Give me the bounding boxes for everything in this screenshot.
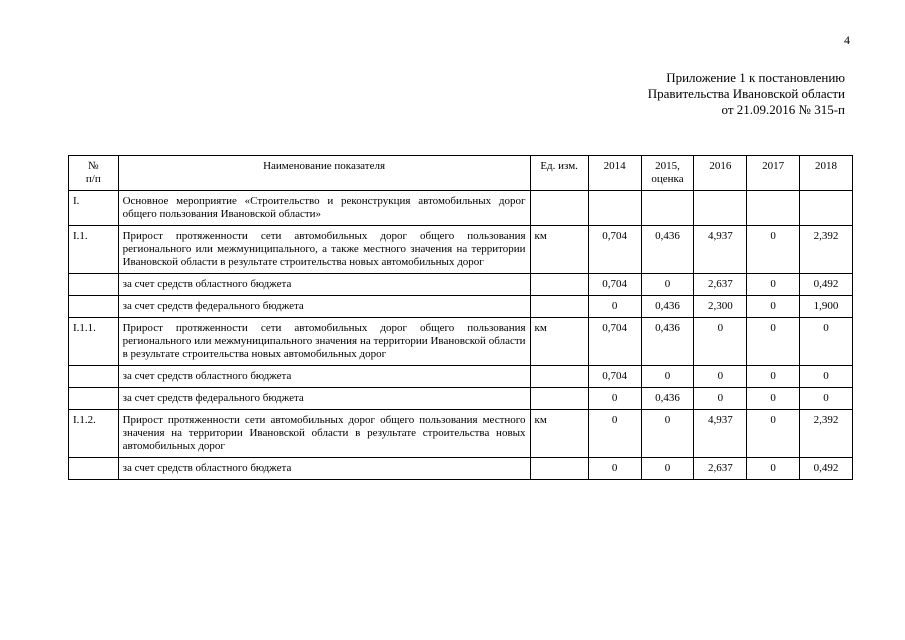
row-number — [69, 296, 119, 318]
row-value-2017 — [747, 191, 800, 226]
row-value-2016: 4,937 — [694, 410, 747, 458]
row-value-2014: 0,704 — [588, 226, 641, 274]
row-value-2015: 0,436 — [641, 318, 694, 366]
row-value-2015: 0 — [641, 458, 694, 480]
row-number: I.1.1. — [69, 318, 119, 366]
header-year-2014: 2014 — [588, 156, 641, 191]
row-value-2015: 0 — [641, 410, 694, 458]
table-header-row — [69, 156, 853, 191]
row-value-2016: 2,637 — [694, 274, 747, 296]
page-number: 4 — [844, 33, 850, 47]
row-value-2015: 0,436 — [641, 388, 694, 410]
row-number — [69, 366, 119, 388]
row-value-2014: 0,704 — [588, 318, 641, 366]
row-value-2014: 0 — [588, 410, 641, 458]
header-number-line-1: № — [88, 160, 99, 172]
row-value-2016: 2,637 — [694, 458, 747, 480]
header-number-line-2: п/п — [85, 173, 101, 185]
row-unit — [530, 366, 588, 388]
appendix-line-1: Приложение 1 к постановлению — [666, 70, 845, 85]
row-number: I. — [69, 191, 119, 226]
header-unit: Ед. изм. — [530, 156, 588, 191]
row-unit: км — [530, 226, 588, 274]
row-value-2017: 0 — [747, 458, 800, 480]
row-value-2014: 0 — [588, 296, 641, 318]
row-value-2014: 0 — [588, 458, 641, 480]
row-value-2018: 2,392 — [800, 226, 853, 274]
table-row — [69, 274, 853, 296]
row-value-2017: 0 — [747, 296, 800, 318]
row-indicator-name: за счет средств федерального бюджета — [118, 388, 530, 410]
row-value-2017: 0 — [747, 410, 800, 458]
row-value-2018: 0 — [800, 388, 853, 410]
table-row — [69, 191, 853, 226]
row-value-2014: 0,704 — [588, 366, 641, 388]
row-indicator-name: Прирост протяженности сети автомобильных дорог общего пользования регионального или межмуниципального, а также местного значения на территории Ивановской области в результате строительства новых автомобильных дорог — [118, 226, 530, 274]
row-unit: км — [530, 410, 588, 458]
header-year-2018: 2018 — [800, 156, 853, 191]
row-unit — [530, 296, 588, 318]
row-value-2018: 1,900 — [800, 296, 853, 318]
row-value-2018: 0 — [800, 366, 853, 388]
header-year-2017: 2017 — [747, 156, 800, 191]
table-row — [69, 458, 853, 480]
header-year-2015-line-2: оценка — [651, 173, 684, 185]
row-number: I.1.2. — [69, 410, 119, 458]
row-value-2018: 0,492 — [800, 274, 853, 296]
row-value-2017: 0 — [747, 366, 800, 388]
row-value-2018: 0,492 — [800, 458, 853, 480]
row-number — [69, 274, 119, 296]
row-value-2014: 0,704 — [588, 274, 641, 296]
row-value-2017: 0 — [747, 226, 800, 274]
header-indicator-name: Наименование показателя — [118, 156, 530, 191]
row-value-2016 — [694, 191, 747, 226]
row-value-2014 — [588, 191, 641, 226]
row-indicator-name: Основное мероприятие «Строительство и реконструкция автомобильных дорог общего пользования Ивановской области» — [118, 191, 530, 226]
row-indicator-name: за счет средств областного бюджета — [118, 274, 530, 296]
row-unit — [530, 458, 588, 480]
row-value-2015 — [641, 191, 694, 226]
row-number: I.1. — [69, 226, 119, 274]
row-value-2015: 0 — [641, 366, 694, 388]
row-unit: км — [530, 318, 588, 366]
row-value-2016: 0 — [694, 388, 747, 410]
row-value-2017: 0 — [747, 274, 800, 296]
row-value-2016: 4,937 — [694, 226, 747, 274]
row-value-2018: 0 — [800, 318, 853, 366]
row-unit — [530, 274, 588, 296]
row-value-2014: 0 — [588, 388, 641, 410]
header-number — [69, 156, 119, 191]
row-unit — [530, 388, 588, 410]
row-indicator-name: Прирост протяженности сети автомобильных дорог общего пользования регионального или межмуниципального значения на территории Ивановской области в результате строительства новых автомобильных дорог — [118, 318, 530, 366]
appendix-line-2: Правительства Ивановской области — [647, 86, 845, 101]
table-row — [69, 296, 853, 318]
table-row — [69, 226, 853, 274]
row-value-2016: 2,300 — [694, 296, 747, 318]
row-value-2015: 0 — [641, 274, 694, 296]
row-value-2017: 0 — [747, 388, 800, 410]
table-row — [69, 388, 853, 410]
row-value-2016: 0 — [694, 318, 747, 366]
row-indicator-name: за счет средств областного бюджета — [118, 366, 530, 388]
table-row — [69, 410, 853, 458]
row-value-2015: 0,436 — [641, 226, 694, 274]
header-year-2015 — [641, 156, 694, 191]
row-value-2016: 0 — [694, 366, 747, 388]
row-value-2018: 2,392 — [800, 410, 853, 458]
row-indicator-name: за счет средств областного бюджета — [118, 458, 530, 480]
row-unit — [530, 191, 588, 226]
header-year-2016: 2016 — [694, 156, 747, 191]
row-indicator-name: Прирост протяженности сети автомобильных дорог общего пользования местного значения на территории Ивановской области в результате строительства новых автомобильных дорог — [118, 410, 530, 458]
row-value-2015: 0,436 — [641, 296, 694, 318]
row-value-2018 — [800, 191, 853, 226]
header-year-2015-line-1: 2015, — [655, 160, 680, 172]
row-number — [69, 388, 119, 410]
table-row — [69, 366, 853, 388]
row-value-2017: 0 — [747, 318, 800, 366]
row-indicator-name: за счет средств федерального бюджета — [118, 296, 530, 318]
appendix-line-3: от 21.09.2016 № 315-п — [721, 102, 845, 117]
indicators-table — [68, 155, 853, 480]
appendix-heading — [648, 70, 845, 118]
table-row — [69, 318, 853, 366]
row-number — [69, 458, 119, 480]
